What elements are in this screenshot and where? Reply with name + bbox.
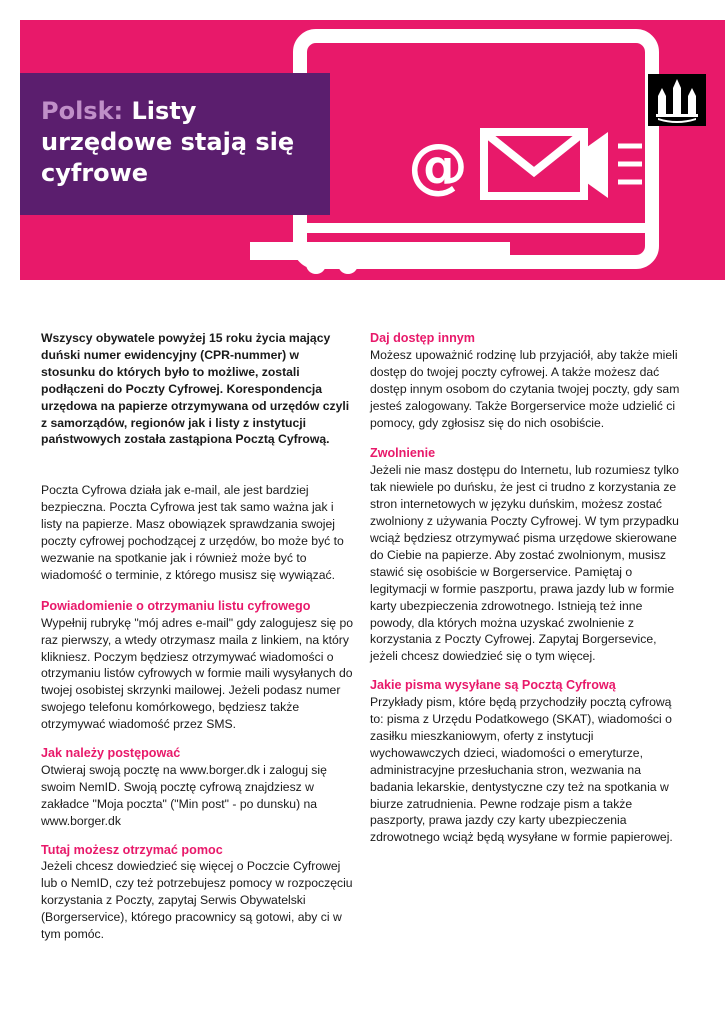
section-heading: Jak należy postępować — [41, 746, 181, 761]
section-body: Wypełnij rubrykę "mój adres e-mail" gdy zalogujesz się po raz pierwszy, a wtedy otrzymasz maila z linkiem, na który klikniesz. Poczym będziesz otrzymywać wiadomości o otrzymaniu listów cyfrowych w formie maili wysyłanych do twojej osobistej skrzynki mailowej. Jeżeli podasz numer swojego telefonu komórkowego, będziesz także otrzymywać wiadomość przez SMS. — [41, 615, 354, 732]
section-body: Jeżeli nie masz dostępu do Internetu, lub rozumiesz tylko tak niewiele po duńsku, że jest ci trudno z korzystania ze stron internetowych w języku duńskim, możesz zostać zwolniony z używania Poczty Cyfrowej. W tym przypadku wciąż będziesz otrzymywać pisma urzędowe skierowane do Ciebie na papierze. Aby zostać zwolnionym, musisz stawić się osobiście w Borgerservice. Pamiętaj o legitymacji w formie paszportu, prawa jazdy lub w formie karty ubezpieczenia zdrowotnego. Istnieją też inne powody, dla których można uzyskać zwolnienie z korzystania z Poczty Cyfrowej. Zapytaj Borgersevice, jeżeli chcesz dowiedzieć się o tym więcej. — [370, 463, 679, 664]
section-help — [41, 842, 353, 943]
section-heading: Tutaj możesz otrzymać pomoc — [41, 842, 223, 857]
page-title — [41, 96, 321, 189]
section-notification — [41, 598, 353, 733]
keyboard-bar-icon — [250, 242, 510, 260]
section-body: Otwieraj swoją pocztę na www.borger.dk i zaloguj się swoim NemID. Swoją pocztę cyfrową znajdziesz w zakładce "Moja poczta" ("Min post" - po dunsku) na www.borger.dk — [41, 762, 327, 828]
title-text: Listy urzędowe stają się cyfrowe — [41, 97, 295, 187]
right-column — [370, 330, 684, 858]
title-language: Polsk: — [41, 97, 124, 125]
section-heading: Zwolnienie — [370, 446, 436, 461]
envelope-icon — [484, 132, 608, 198]
section-body: Przykłady pism, które będą przychodziły pocztą cyfrową to: pisma z Urzędu Podatkowego (SKAT), wiadomości o zasiłku mieszkaniowym, oferty z instytucji wychowawczych dzieci, wiadomości o emeryturze, administracyjne przesłuchania stron, wezwania na badania lekarskie, dentystyczne czy też na spotkania w biurze zatrudnienia. Pewne rodzaje pism a także paszporty, prawa jazdy czy karty ubezpieczenia zdrowotnego wciąż będą wysyłane w formie papierowej. — [370, 695, 673, 845]
section-how-to — [41, 745, 353, 830]
section-letter-types — [370, 677, 684, 846]
at-sign-icon: @ — [408, 131, 468, 201]
coat-of-arms-icon — [648, 74, 706, 126]
intro-text: Wszyscy obywatele powyżej 15 roku życia mający duński numer ewidencyjny (CPR-nummer) w stosunku do których było to możliwe, zostali podłączeni do Poczty Cyfrowej. Korespondencja urzędowa na papierze otrzymywana od urzędów czyli z samorządów, regionów jak i listy z instytucji państwowych została zastąpiona Pocztą Cyfrową. — [41, 331, 350, 447]
section-exemption — [370, 445, 684, 665]
speed-lines-icon — [618, 146, 642, 182]
paragraph-text: Poczta Cyfrowa działa jak e-mail, ale jest bardziej bezpieczna. Poczta Cyfrowa jest tak samo ważna jak i listy na papierze. Masz obowiązek sprawdzania swojej poczty cyfrowej pochodzącej z urzędów, bo może być to wezwanie na spotkanie jak i również może być to wiadomość o terminie, z którego musisz się wywiązać. — [41, 483, 344, 582]
left-column — [41, 330, 353, 955]
button-right-icon — [338, 254, 358, 274]
section-heading: Daj dostęp innym — [370, 331, 475, 345]
section-body: Jeżeli chcesz dowiedzieć się więcej o Poczcie Cyfrowej lub o NemID, czy też potrzebujesz pomocy w rozpoczęciu korzystania z Poczty, zapytaj Serwis Obywatelski (Borgerservice), którego pracownicy są gotowi, aby ci w tym pomóc. — [41, 859, 353, 942]
section-heading: Powiadomienie o otrzymaniu listu cyfrowego — [41, 598, 311, 613]
section-body: Możesz upoważnić rodzinę lub przyjaciół, aby także mieli dostęp do twojej poczty cyfrowej. A także możesz dać dostęp innym osobom do czytania twojej poczty, gdy sam jesteś zalogowany. Także Borgerservice może udzielić ci pomocy, gdy zgłosisz się do nich osobiście. — [370, 347, 680, 430]
section-access — [370, 330, 684, 431]
button-left-icon — [306, 254, 326, 274]
section-heading: Jakie pisma wysyłane są Pocztą Cyfrową — [370, 678, 616, 693]
